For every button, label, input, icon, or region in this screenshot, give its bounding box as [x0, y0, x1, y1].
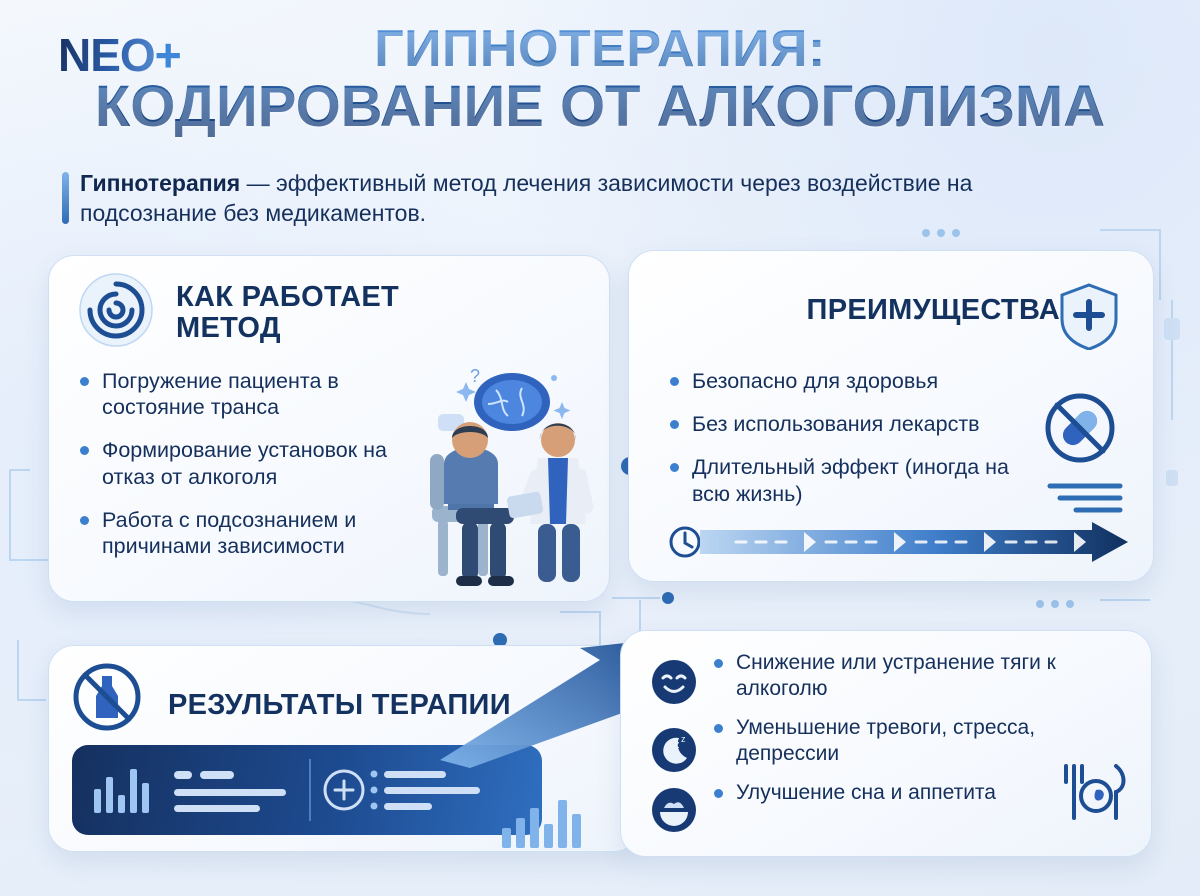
list-item: Погружение пациента в состояние транса	[78, 368, 408, 420]
list-item: Работа с подсознанием и причинами зависимости	[78, 507, 408, 559]
card-effects-list	[712, 650, 1082, 820]
list-item: Формирование установок на отказ от алкоголя	[78, 437, 408, 489]
card-benefits-list	[668, 368, 1048, 524]
page-title	[0, 22, 1200, 137]
list-item: Снижение или устранение тяги к алкоголю	[712, 650, 1082, 701]
card-method-title: КАК РАБОТАЕТ МЕТОД	[176, 281, 400, 345]
clock-icon	[668, 525, 702, 559]
food-bowl-icon	[650, 786, 698, 834]
bar-chart-decoration	[500, 790, 596, 850]
progress-arrow	[700, 522, 1128, 562]
list-item: Без использования лекарств	[668, 411, 1048, 437]
card-results-title: РЕЗУЛЬТАТЫ ТЕРАПИИ	[168, 689, 511, 721]
healthy-food-icon	[1056, 760, 1130, 824]
lead-strong: Гипнотерапия	[80, 170, 241, 196]
card-method-list	[78, 368, 408, 576]
list-item: Улучшение сна и аппетита	[712, 780, 1082, 806]
lead-paragraph	[62, 168, 1090, 229]
sleep-moon-icon	[650, 726, 698, 774]
decorative-lines	[1046, 480, 1126, 514]
card-benefits-title: ПРЕИМУЩЕСТВА	[806, 294, 1060, 326]
therapy-session-illustration	[404, 358, 619, 593]
title-line-2: КОДИРОВАНИЕ ОТ АЛКОГОЛИЗМА	[94, 73, 1106, 139]
hypnosis-spiral-icon	[78, 272, 154, 348]
no-pills-icon	[1044, 392, 1116, 464]
list-item: Безопасно для здоровья	[668, 368, 1048, 394]
svg-text:?: ?	[470, 366, 481, 386]
list-item: Длительный эффект (иногда на всю жизнь)	[668, 454, 1048, 506]
calm-face-icon	[650, 658, 698, 706]
lead-rest: — эффективный метод лечения зависимости через воздействие на подсознание без медикаментов.	[80, 170, 973, 227]
svg-text:z: z	[681, 734, 686, 744]
shield-plus-icon	[1058, 282, 1120, 350]
no-alcohol-icon	[72, 662, 142, 732]
title-line-1: ГИПНОТЕРАПИЯ:	[374, 20, 826, 78]
list-item: Уменьшение тревоги, стресса, депрессии	[712, 715, 1082, 766]
svg-text:z: z	[674, 739, 680, 751]
